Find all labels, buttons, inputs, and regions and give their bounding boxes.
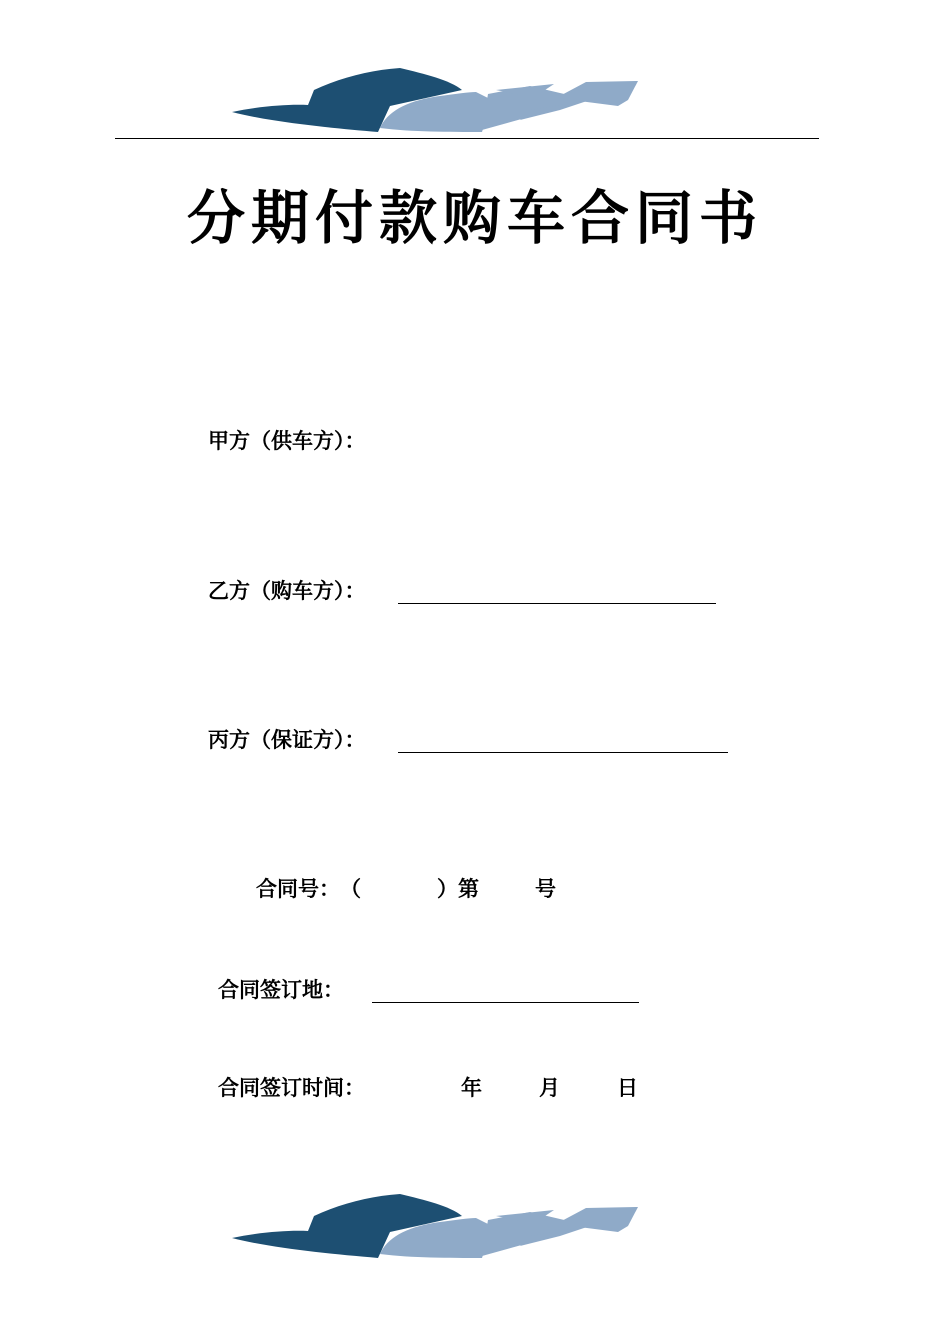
decorative-logo-top: [230, 66, 640, 136]
header-rule: [115, 138, 819, 139]
signing-place-blank-line[interactable]: [372, 1002, 639, 1003]
contract-number-open-paren: （: [340, 876, 361, 901]
contract-number-line: [256, 874, 556, 904]
contract-number-hao: 号: [535, 876, 556, 901]
signing-place-label: 合同签订地：: [218, 977, 344, 1002]
signing-month-label: 月: [539, 1075, 560, 1100]
decorative-logo-bottom: [230, 1192, 640, 1262]
party-b-blank-line[interactable]: [398, 603, 716, 604]
party-c-label: 丙方（保证方）：: [208, 727, 366, 752]
party-a-label: 甲方（供车方）：: [208, 428, 366, 453]
party-b-label: 乙方（购车方）：: [208, 578, 366, 603]
signing-day-label: 日: [617, 1075, 638, 1100]
document-title: 分期付款购车合同书: [186, 184, 763, 252]
signing-time-label: 合同签订时间：: [218, 1075, 365, 1100]
contract-number-close-paren-di: ）第: [437, 876, 479, 901]
party-c-blank-line[interactable]: [398, 752, 728, 753]
contract-number-label: 合同号：: [256, 876, 340, 901]
signing-year-label: 年: [461, 1075, 482, 1100]
